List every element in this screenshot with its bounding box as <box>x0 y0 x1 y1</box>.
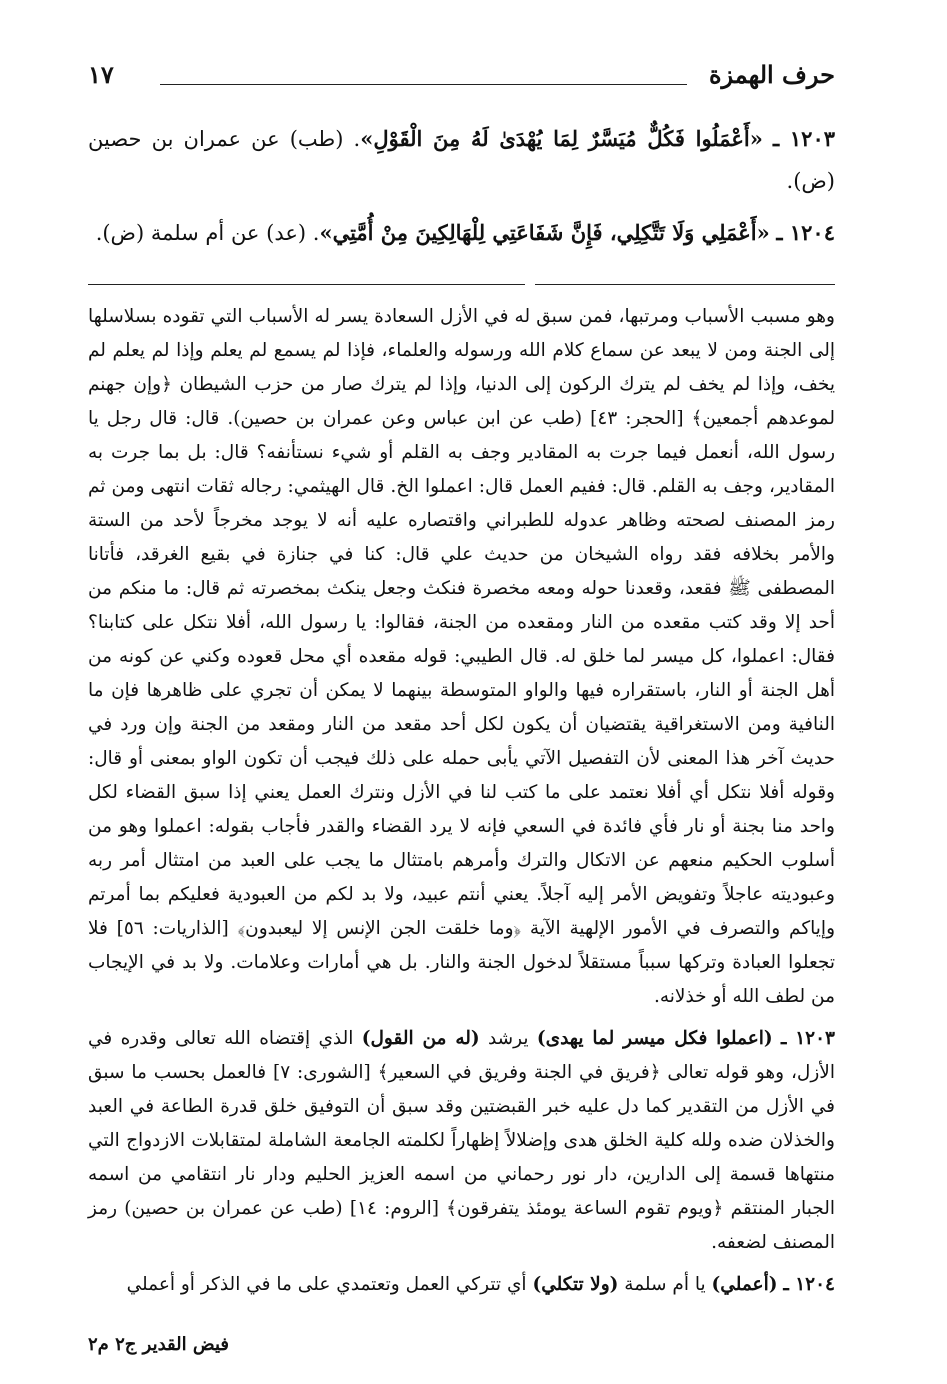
hadith-list <box>88 118 835 264</box>
page-footer: فيض القدير ج٢ م٢ <box>88 1334 229 1355</box>
page-header <box>88 60 835 100</box>
section-separator <box>88 284 835 290</box>
commentary-quote: (أعملي) <box>711 1274 778 1295</box>
separator-line-right <box>535 284 835 285</box>
commentary-quote: (ولا تتكلي) <box>532 1274 619 1295</box>
hadith-1203 <box>88 118 835 202</box>
hadith-source: . (طب) عن عمران بن حصين (ض). <box>88 127 835 193</box>
separator-line-left <box>88 284 525 285</box>
commentary-1204 <box>88 1268 835 1302</box>
hadith-number: ١٢٠٤ ـ <box>776 220 835 245</box>
commentary-text: أي تتركي العمل وتعتمدي على ما في الذكر أو أعملي <box>126 1274 533 1295</box>
commentary-text: يرشد <box>479 1028 537 1049</box>
page-number: ١٧ <box>88 60 114 89</box>
chapter-title: حرف الهمزة <box>708 60 835 89</box>
hadith-1204 <box>88 212 835 254</box>
hadith-text: «أَعْمَلُوا فَكُلٌّ مُيَسَّرٌ لِمَا يُهْدَىٰ لَهُ مِنَ الْقَوْلِ» <box>360 126 763 151</box>
commentary-quote: (اعملوا فكل ميسر لما يهدى) <box>536 1028 773 1049</box>
commentary-text: يا أم سلمة <box>618 1274 712 1295</box>
hadith-text: «أَعْمَلِي وَلَا تَتَّكِلِي، فَإِنَّ شَفَاعَتِي لِلْهَالِكِينَ مِنْ أُمَّتِي» <box>319 220 770 245</box>
commentary-intro: وهو مسبب الأسباب ومرتبها، فمن سبق له في الأزل السعادة يسر له الأسباب التي تقوده بسلاسلها إلى الجنة ومن لا يبعد عن سماع كلام الله ورسوله والعلماء، فإذا لم يسمع لم يعلم وإذا لم يعلم لم يخف، وإذا لم يخف لم يترك الركون إلى الدنيا، وإذا لم يترك صار من حزب الشيطان ﴿وإن جهنم لموعدهم أجمعين﴾ [الحجر: ٤٣] (طب عن ابن عباس وعن عمران بن حصين). قال: قال رجل يا رسول الله، أنعمل فيما جرت به المقادير وجف به القلم أو شيء نستأنفه؟ قال: بل بما جرت به المقادير، وجف به القلم. قال: ففيم العمل قال: اعملوا الخ. قال الهيثمي: رجاله ثقات انتهى ومن ثم رمز المصنف لصحته وظاهر عدوله للطبراني واقتصاره عليه أنه لا يوجد مخرجاً لأحد من الستة والأمر بخلافه فقد رواه الشيخان من حديث علي قال: كنا في جنازة في بقيع الغرقد، فأتانا المصطفى ﷺ فقعد، وقعدنا حوله ومعه مخصرة فنكث وجعل ينكث بمخصرته ثم قال: ما منكم من أحد إلا وقد كتب مقعده من النار ومقعده من الجنة، فقالوا: يا رسول الله، أفلا نتكل على كتابنا؟ فقال: اعملوا، كل ميسر لما خلق له. قال الطيبي: قوله مقعده أي محل قعوده وكني عن كونه من أهل الجنة أو النار، باستقراره فيها والواو المتوسطة بينهما لا يمكن أن تجري على ظاهرها فإن ما النافية ومن الاستغراقية يقتضيان أن يكون لكل أحد مقعد من النار ومقعد من الجنة وإن ورد في حديث آخر هذا المعنى لأن التفصيل الآتي يأبى حمله على ذلك فيجب أن تكون الواو بمعنى أو قال: وقوله أفلا نتكل أي أفلا نعتمد على ما كتب لنا في الأزل ونترك العمل يعني إذا سبق القضاء لكل واحد منا بجنة أو نار فأي فائدة في السعي فإنه لا يرد القضاء والقدر فأجاب بقوله: اعملوا وهو من أسلوب الحكيم منعهم عن الاتكال والترك وأمرهم بامتثال ما يجب على العبد من امتثال أمر ربه وعبوديته عاجلاً وتفويض الأمر إليه آجلاً. يعني أنتم عبيد، ولا بد لكم من العبودية فعليكم بما أمرتم وإياكم والتصرف في الأمور الإلهية الآية ﴿وما خلقت الجن الإنس إلا ليعبدون﴾ [الذاريات: ٥٦] فلا تجعلوا العبادة وتركها سبباً مستقلاً لدخول الجنة والنار. بل هي أمارات وعلامات. ولا بد في الإيجاب من لطف الله أو خذلانه. <box>88 306 835 1007</box>
commentary-1203 <box>88 1022 835 1260</box>
commentary <box>88 300 835 1310</box>
hadith-source: . (عد) عن أم سلمة (ض). <box>95 221 320 245</box>
commentary-text: الذي إقتضاه الله تعالى وقدره في الأزل، وهو قوله تعالى ﴿فريق في الجنة وفريق في السعير﴾ [الشورى: ٧] فالعمل بحسب ما سبق في الأزل من التقدير كما دل عليه خبر القبضتين وقد سبق أن التوفيق خلق قدرة الطاعة في العبد والخذلان ضده ولله كلية الخلق هدى وإضلالاً إظهاراً لكلمته الجامعة الشاملة لمتقابلات الازدواج التي منتهاها قسمة إلى الدارين، دار نور رحماني من اسمه العزيز الحليم ودار نار انتقامي من اسمه الجبار المنتقم ﴿ويوم تقوم الساعة يومئذ يتفرقون﴾ [الروم: ١٤] (طب عن عمران بن حصين) رمز المصنف لضعفه. <box>88 1028 835 1253</box>
commentary-number: ١٢٠٣ ـ <box>780 1028 835 1049</box>
commentary-quote: (له من القول) <box>361 1028 480 1049</box>
hadith-number: ١٢٠٣ ـ <box>773 126 836 151</box>
commentary-number: ١٢٠٤ ـ <box>783 1274 835 1295</box>
header-rule <box>160 84 687 85</box>
